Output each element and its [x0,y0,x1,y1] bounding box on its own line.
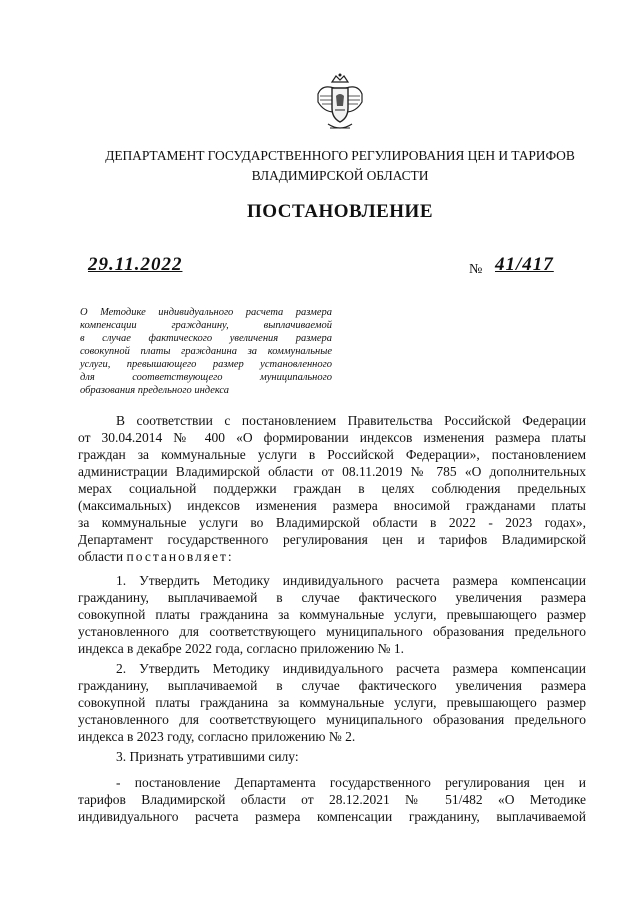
subject-line: для соответствующего муниципального [80,372,332,383]
document-number: 41/417 [495,254,554,275]
body-line: гражданину, выплачиваемой в случае фактического увеличения размера [78,590,586,605]
subject-line: услуги, превышающего размер установленного [80,359,332,370]
number-label: № [469,262,483,277]
body-line: администрации Владимирской области от 08.11.2019 № 785 «О дополнительных [78,464,586,479]
document-title: ПОСТАНОВЛЕНИЕ [246,201,434,222]
preamble-paragraph [78,412,586,565]
body-line: совокупной платы гражданина за коммунальные услуги, превышающего размер [78,695,586,710]
item-2-paragraph [78,660,586,745]
body-line: от 30.04.2014 № 400 «О формировании индексов изменения размера платы [78,430,586,445]
subject-line: компенсации гражданину, выплачиваемой [80,320,332,331]
body-line: 1. Утвердить Методику индивидуального расчета размера компенсации [116,573,586,588]
item-3-paragraph [78,748,586,765]
body-line: граждан за коммунальные услуги в Российской Федерации», постановлением [78,447,586,462]
body-line: установленного для соответствующего муниципального образования предельного [78,624,586,639]
body-line: гражданину, выплачиваемой в случае фактического увеличения размера [78,678,586,693]
subject-block [80,306,332,397]
item-3-sub-paragraph [78,774,586,825]
document-date: 29.11.2022 [88,254,183,275]
item-1-paragraph [78,572,586,657]
body-line: 3. Признать утратившими силу: [116,749,299,764]
body-line: В соответствии с постановлением Правительства Российской Федерации [116,413,586,428]
body-line: совокупной платы гражданина за коммунальные услуги, превышающего размер [78,607,586,622]
body-line [78,548,586,565]
department-name-line2: ВЛАДИМИРСКОЙ ОБЛАСТИ [251,168,429,183]
subject-line: в случае фактического увеличения размера [80,333,332,344]
body-line: индекса в 2023 году, согласно приложению № 2. [78,729,356,744]
body-line: индекса в декабре 2022 года, согласно приложению № 1. [78,641,404,656]
resolve-word: постановляет: [126,549,234,564]
coat-of-arms-icon [312,72,368,136]
body-line: индивидуального расчета размера компенсации гражданину, выплачиваемой [78,809,586,824]
body-line: мерах социальной поддержки граждан в целях соблюдения предельных [78,481,586,496]
department-name-line1: ДЕПАРТАМЕНТ ГОСУДАРСТВЕННОГО РЕГУЛИРОВАНИЯ ЦЕН И ТАРИФОВ [105,148,575,163]
body-line: установленного для соответствующего муниципального образования предельного [78,712,586,727]
body-line: Департамент государственного регулирования цен и тарифов Владимирской [78,532,586,547]
body-line: - постановление Департамента государственного регулирования цен и [116,775,586,790]
body-line: (максимальных) индексов изменения размера вносимой гражданами платы [78,498,586,513]
resolve-prefix: области [78,549,127,564]
subject-line: образования предельного индекса [80,385,230,396]
body-line: за коммунальные услуги во Владимирской области в 2022 - 2023 годах», [78,515,586,530]
body-line: тарифов Владимирской области от 28.12.2021 № 51/482 «О Методике [78,792,586,807]
subject-line: О Методике индивидуального расчета размера [80,307,332,318]
body-line: 2. Утвердить Методику индивидуального расчета размера компенсации [116,661,586,676]
subject-line: совокупной платы гражданина за коммунальные [80,346,332,357]
